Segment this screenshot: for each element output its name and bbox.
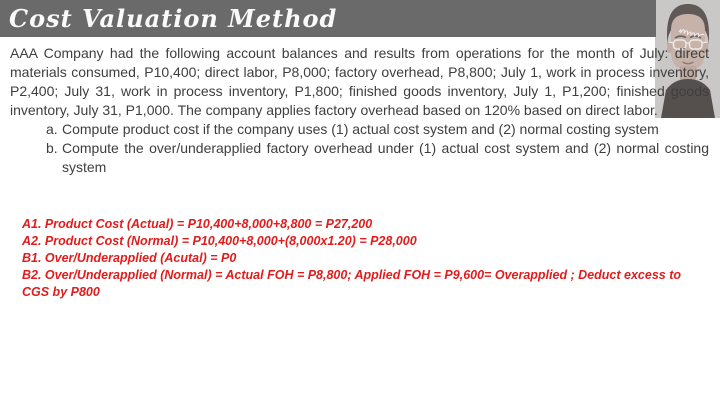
slide-title: Cost Valuation Method bbox=[9, 4, 338, 33]
answer-line-b2: B2. Over/Underapplied (Normal) = Actual FOH = P8,800; Applied FOH = P9,600= Overapplied ; Deduct excess to CGS by P800 bbox=[22, 268, 682, 299]
task-item-b bbox=[46, 139, 709, 177]
task-text: Compute the over/underapplied factory overhead under (1) actual cost system and (2) normal costing system bbox=[62, 140, 709, 175]
answers-block bbox=[10, 216, 707, 301]
task-list bbox=[10, 120, 709, 177]
title-bar bbox=[0, 0, 656, 37]
task-marker: b. bbox=[46, 140, 58, 156]
answer-line-b1: B1. Over/Underapplied (Acutal) = P0 bbox=[22, 251, 237, 265]
task-item-a bbox=[46, 120, 709, 139]
answer-line-a1: A1. Product Cost (Actual) = P10,400+8,000+8,800 = P27,200 bbox=[22, 217, 373, 231]
answer-line-a2: A2. Product Cost (Normal) = P10,400+8,000+(8,000x1.20) = P28,000 bbox=[22, 234, 417, 248]
slide-content bbox=[10, 44, 709, 301]
problem-paragraph: AAA Company had the following account balances and results from operations for the month of July: direct materials consumed, P10,400; direct labor, P8,000; factory overhead, P8,800; July 1, work in process inventory, P2,400; July 31, work in process inventory, P1,800; finished goods inventory, July 1, P1,200; finished goods inventory, July 31, P1,000. The company applies factory overhead based on 120% based on direct labor. bbox=[10, 45, 709, 118]
task-text: Compute product cost if the company uses (1) actual cost system and (2) normal costing system bbox=[62, 121, 659, 137]
task-marker: a. bbox=[46, 121, 58, 137]
